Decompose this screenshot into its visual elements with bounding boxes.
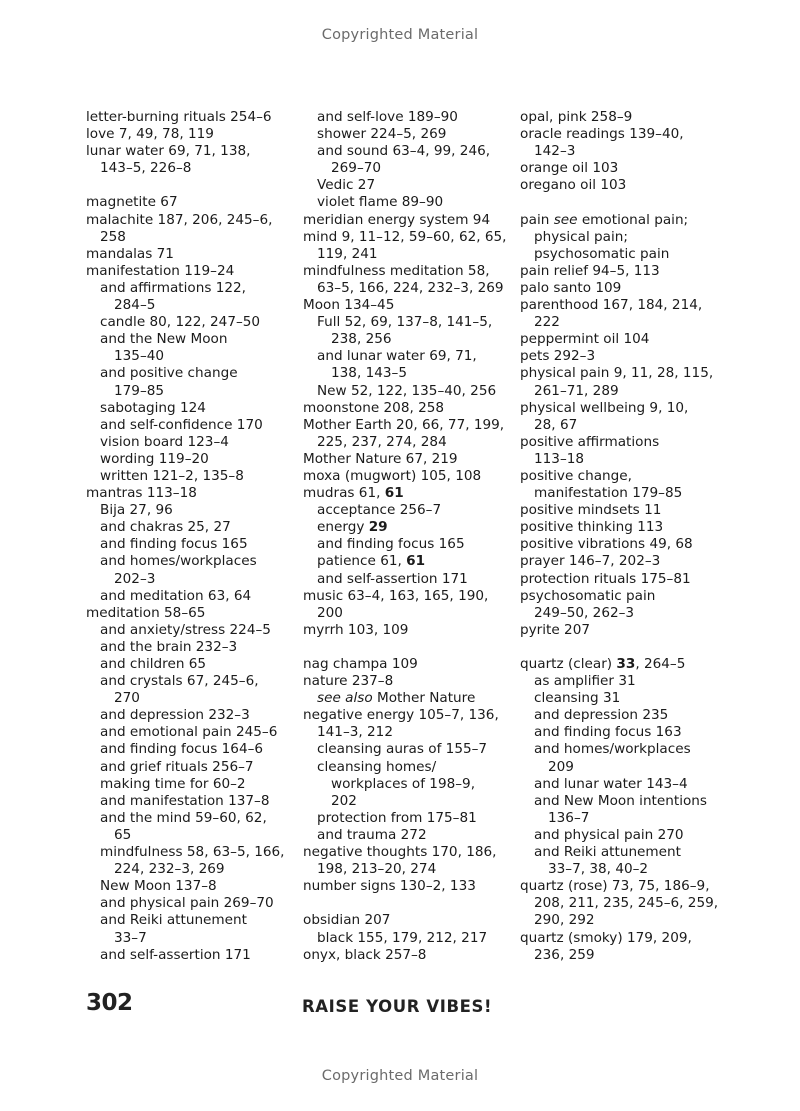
index-subentry xyxy=(303,690,517,707)
index-subentry xyxy=(86,947,300,964)
index-subentry xyxy=(86,331,300,365)
index-entry xyxy=(520,588,740,622)
index-subentry xyxy=(86,878,300,895)
entry-text: New Moon 137–8 xyxy=(100,878,217,895)
index-entry xyxy=(520,434,740,468)
entry-text: cleansing auras of 155–7 xyxy=(317,741,488,758)
index-entry xyxy=(303,485,517,502)
index-subentry xyxy=(303,827,517,844)
entry-text: sabotaging 124 xyxy=(100,399,206,416)
index-column-3 xyxy=(520,109,740,964)
entry-text: 113–18 xyxy=(534,450,585,467)
letter-group-gap xyxy=(520,639,740,656)
entry-text: and Reiki attunement xyxy=(100,912,247,929)
index-entry xyxy=(520,622,740,639)
entry-text: 119, 241 xyxy=(317,245,378,262)
index-subentry xyxy=(86,314,300,331)
index-entry xyxy=(520,553,740,570)
entry-text: nature 237–8 xyxy=(303,673,394,690)
entry-text: and affirmations 122, xyxy=(100,279,246,296)
entry-text: positive vibrations 49, 68 xyxy=(520,536,693,553)
index-entry xyxy=(520,348,740,365)
index-subentry xyxy=(86,502,300,519)
index-subentry xyxy=(86,451,300,468)
entry-text: 238, 256 xyxy=(331,331,392,348)
index-subentry xyxy=(520,844,740,878)
index-column-1 xyxy=(86,109,300,964)
index-subentry xyxy=(86,707,300,724)
index-entry xyxy=(520,536,740,553)
index-entry xyxy=(520,160,740,177)
entry-text: Bija 27, 96 xyxy=(100,502,173,519)
entry-text: physical pain 9, 11, 28, 115, xyxy=(520,365,714,382)
entry-text: and emotional pain 245–6 xyxy=(100,724,278,741)
entry-text: and finding focus 165 xyxy=(317,536,465,553)
entry-text: and physical pain 269–70 xyxy=(100,895,274,912)
entry-text: and manifestation 137–8 xyxy=(100,792,270,809)
entry-text: 141–3, 212 xyxy=(317,724,393,741)
entry-text: New 52, 122, 135–40, 256 xyxy=(317,382,497,399)
index-entry xyxy=(303,707,517,741)
entry-text: malachite 187, 206, 245–6, xyxy=(86,211,273,228)
index-subentry xyxy=(86,417,300,434)
index-subentry xyxy=(303,810,517,827)
entry-text: prayer 146–7, 202–3 xyxy=(520,553,661,570)
entry-text: physical wellbeing 9, 10, xyxy=(520,399,689,416)
index-subentry xyxy=(520,776,740,793)
index-entry xyxy=(520,263,740,280)
index-entry xyxy=(303,297,517,314)
entry-text: 63–5, 166, 224, 232–3, 269 xyxy=(317,279,504,296)
index-entry xyxy=(520,280,740,297)
index-subentry xyxy=(86,536,300,553)
index-entry xyxy=(520,878,740,929)
index-subentry xyxy=(86,622,300,639)
entry-text: and children 65 xyxy=(100,656,207,672)
entry-text: and meditation 63, 64 xyxy=(100,587,252,604)
entry-text: and New Moon intentions xyxy=(534,792,707,809)
index-subentry xyxy=(86,588,300,605)
index-entry xyxy=(520,519,740,536)
index-subentry xyxy=(303,348,517,382)
entry-text: 269–70 xyxy=(331,160,382,177)
index-subentry xyxy=(86,741,300,758)
entry-text: Full 52, 69, 137–8, 141–5, xyxy=(317,314,493,331)
entry-text: and physical pain 270 xyxy=(534,826,684,843)
entry-text: , 264–5 xyxy=(635,656,686,672)
entry-text: workplaces of 198–9, xyxy=(331,775,476,792)
page-number: 302 xyxy=(86,990,133,1016)
index-subentry xyxy=(520,707,740,724)
entry-text: orange oil 103 xyxy=(520,160,619,177)
entry-text: positive thinking 113 xyxy=(520,519,664,536)
entry-text: number signs 130–2, 133 xyxy=(303,878,476,895)
entry-text: acceptance 256–7 xyxy=(317,502,442,519)
entry-text: vision board 123–4 xyxy=(100,433,229,450)
entry-text: moonstone 208, 258 xyxy=(303,399,445,416)
entry-text: quartz (smoky) 179, 209, xyxy=(520,929,692,946)
index-subentry xyxy=(303,553,517,570)
entry-text: lunar water 69, 71, 138, xyxy=(86,143,251,160)
index-entry xyxy=(520,212,740,263)
copyright-watermark-top: Copyrighted Material xyxy=(321,27,479,43)
entry-text: oracle readings 139–40, xyxy=(520,126,684,143)
entry-text: 179–85 xyxy=(114,382,165,399)
entry-text: manifestation 179–85 xyxy=(534,485,683,502)
entry-text: see also xyxy=(317,690,373,707)
index-subentry xyxy=(520,724,740,741)
index-entry xyxy=(86,212,300,246)
index-entry xyxy=(303,263,517,297)
index-subentry xyxy=(86,810,300,844)
entry-text: 261–71, 289 xyxy=(534,382,619,399)
entry-text: manifestation 119–24 xyxy=(86,262,235,279)
entry-text: mandalas 71 xyxy=(86,245,174,262)
entry-text: wording 119–20 xyxy=(100,450,209,467)
entry-text: and positive change xyxy=(100,365,238,382)
index-entry xyxy=(86,143,300,177)
index-subentry xyxy=(520,741,740,775)
entry-text: quartz (rose) 73, 75, 186–9, xyxy=(520,878,710,895)
entry-text: quartz (clear) xyxy=(520,656,617,672)
index-entry xyxy=(520,571,740,588)
index-subentry xyxy=(303,536,517,553)
index-subentry xyxy=(86,912,300,946)
entry-text: and self-confidence 170 xyxy=(100,416,263,433)
entry-text: candle 80, 122, 247–50 xyxy=(100,314,261,331)
index-subentry xyxy=(86,434,300,451)
index-entry xyxy=(303,656,517,673)
index-entry xyxy=(86,126,300,143)
entry-text: 202–3 xyxy=(114,570,156,587)
entry-text: 33–7, 38, 40–2 xyxy=(548,861,649,878)
entry-text: 249–50, 262–3 xyxy=(534,604,635,621)
index-entry xyxy=(520,502,740,519)
entry-text: 208, 211, 235, 245–6, 259, xyxy=(534,895,719,912)
index-entry xyxy=(303,844,517,878)
index-entry xyxy=(520,109,740,126)
index-entry xyxy=(520,331,740,348)
index-subentry xyxy=(520,673,740,690)
entry-text: and depression 232–3 xyxy=(100,707,250,724)
index-column-2 xyxy=(303,109,517,964)
index-subentry xyxy=(86,776,300,793)
index-subentry xyxy=(520,827,740,844)
letter-group-gap xyxy=(86,177,300,194)
entry-text: and the brain 232–3 xyxy=(100,638,238,655)
entry-text: psychosomatic pain xyxy=(534,245,670,262)
index-subentry xyxy=(86,673,300,707)
entry-text: psychosomatic pain xyxy=(520,587,656,604)
index-entry xyxy=(520,297,740,331)
entry-text: shower 224–5, 269 xyxy=(317,126,447,143)
entry-text: 270 xyxy=(114,690,140,707)
entry-text: 138, 143–5 xyxy=(331,365,407,382)
entry-text: 135–40 xyxy=(114,348,165,365)
index-subentry xyxy=(303,759,517,810)
index-subentry xyxy=(303,109,517,126)
entry-text: and crystals 67, 245–6, xyxy=(100,673,259,690)
entry-text: 209 xyxy=(548,758,574,775)
entry-text: 61 xyxy=(406,553,426,570)
index-entry xyxy=(86,263,300,280)
entry-text: physical pain; xyxy=(534,228,628,245)
entry-text: energy xyxy=(317,519,369,536)
index-subentry xyxy=(86,365,300,399)
letter-group-gap xyxy=(303,639,517,656)
entry-text: mindfulness meditation 58, xyxy=(303,262,490,279)
index-entry xyxy=(303,229,517,263)
entry-text: positive change, xyxy=(520,467,632,484)
entry-text: and the New Moon xyxy=(100,331,228,348)
entry-text: 284–5 xyxy=(114,297,156,314)
entry-text: Mother Earth 20, 66, 77, 199, xyxy=(303,416,505,433)
index-entry xyxy=(520,930,740,964)
entry-text: 143–5, 226–8 xyxy=(100,160,192,177)
index-entry xyxy=(86,246,300,263)
index-subentry xyxy=(86,400,300,417)
entry-text: and finding focus 165 xyxy=(100,536,248,553)
index-entry xyxy=(520,656,740,673)
entry-text: meditation 58–65 xyxy=(86,604,206,621)
entry-text: protection rituals 175–81 xyxy=(520,570,691,587)
entry-text: mudras 61, xyxy=(303,485,385,502)
entry-text: peppermint oil 104 xyxy=(520,331,650,348)
entry-text: 224, 232–3, 269 xyxy=(114,861,225,878)
index-entry xyxy=(303,451,517,468)
entry-text: mantras 113–18 xyxy=(86,485,197,502)
entry-text: see xyxy=(553,211,578,228)
entry-text: 61 xyxy=(384,485,404,502)
entry-text: 202 xyxy=(331,792,357,809)
entry-text: emotional pain; xyxy=(577,211,689,228)
entry-text: Mother Nature xyxy=(372,690,476,707)
entry-text: 142–3 xyxy=(534,143,576,160)
entry-text: 28, 67 xyxy=(534,416,578,433)
entry-text: and finding focus 164–6 xyxy=(100,741,264,758)
entry-text: positive affirmations xyxy=(520,433,660,450)
entry-text: meridian energy system 94 xyxy=(303,211,491,228)
entry-text: letter-burning rituals 254–6 xyxy=(86,109,272,125)
index-entry xyxy=(303,673,517,690)
index-entry xyxy=(303,622,517,639)
entry-text: and homes/workplaces xyxy=(534,741,691,758)
entry-text: love 7, 49, 78, 119 xyxy=(86,126,214,143)
entry-text: cleansing 31 xyxy=(534,690,621,707)
index-subentry xyxy=(303,143,517,177)
entry-text: patience 61, xyxy=(317,553,407,570)
entry-text: obsidian 207 xyxy=(303,912,391,929)
index-entry xyxy=(303,212,517,229)
entry-text: and lunar water 69, 71, xyxy=(317,348,477,365)
entry-text: black 155, 179, 212, 217 xyxy=(317,929,488,946)
index-subentry xyxy=(86,759,300,776)
index-entry xyxy=(520,126,740,160)
entry-text: pain relief 94–5, 113 xyxy=(520,262,660,279)
entry-text: 222 xyxy=(534,314,560,331)
entry-text: 136–7 xyxy=(548,809,590,826)
index-entry xyxy=(520,468,740,502)
entry-text: 200 xyxy=(317,604,343,621)
index-subentry xyxy=(86,724,300,741)
entry-text: and trauma 272 xyxy=(317,826,427,843)
entry-text: and grief rituals 256–7 xyxy=(100,758,254,775)
entry-text: 236, 259 xyxy=(534,946,595,963)
entry-text: and self-assertion 171 xyxy=(100,946,251,963)
entry-text: positive mindsets 11 xyxy=(520,502,662,519)
index-subentry xyxy=(303,177,517,194)
index-entry xyxy=(303,417,517,451)
entry-text: Moon 134–45 xyxy=(303,297,395,314)
index-entry xyxy=(520,400,740,434)
entry-text: Vedic 27 xyxy=(317,177,376,194)
entry-text: 65 xyxy=(114,826,132,843)
entry-text: as amplifier 31 xyxy=(534,673,636,690)
entry-text: and depression 235 xyxy=(534,707,669,724)
entry-text: and lunar water 143–4 xyxy=(534,775,688,792)
index-subentry xyxy=(303,126,517,143)
entry-text: and Reiki attunement xyxy=(534,844,681,861)
index-subentry xyxy=(86,280,300,314)
entry-text: myrrh 103, 109 xyxy=(303,621,409,638)
entry-text: and chakras 25, 27 xyxy=(100,519,231,536)
entry-text: and anxiety/stress 224–5 xyxy=(100,621,271,638)
entry-text: onyx, black 257–8 xyxy=(303,946,427,963)
entry-text: and homes/workplaces xyxy=(100,553,257,570)
index-subentry xyxy=(520,793,740,827)
index-entry xyxy=(303,400,517,417)
entry-text: mindfulness 58, 63–5, 166, xyxy=(100,844,285,861)
letter-group-gap xyxy=(303,895,517,912)
entry-text: Mother Nature 67, 219 xyxy=(303,450,458,467)
index-subentry xyxy=(86,895,300,912)
index-entry xyxy=(86,194,300,211)
index-subentry xyxy=(303,502,517,519)
index-subentry xyxy=(303,314,517,348)
index-subentry xyxy=(86,553,300,587)
copyright-watermark-bottom: Copyrighted Material xyxy=(321,1068,479,1084)
index-subentry xyxy=(303,930,517,947)
index-subentry xyxy=(86,656,300,673)
index-entry xyxy=(303,588,517,622)
index-subentry xyxy=(86,519,300,536)
index-subentry xyxy=(86,793,300,810)
index-subentry xyxy=(303,741,517,758)
entry-text: protection from 175–81 xyxy=(317,809,477,826)
entry-text: palo santo 109 xyxy=(520,279,622,296)
index-subentry xyxy=(86,468,300,485)
index-entry xyxy=(86,485,300,502)
entry-text: and self-love 189–90 xyxy=(317,109,458,125)
entry-text: nag champa 109 xyxy=(303,656,418,672)
entry-text: oregano oil 103 xyxy=(520,177,627,194)
entry-text: cleansing homes/ xyxy=(317,758,437,775)
entry-text: 198, 213–20, 274 xyxy=(317,861,437,878)
entry-text: 29 xyxy=(368,519,388,536)
index-subentry xyxy=(303,571,517,588)
index-entry xyxy=(303,912,517,929)
entry-text: negative thoughts 170, 186, xyxy=(303,844,497,861)
index-entry xyxy=(520,365,740,399)
entry-text: pets 292–3 xyxy=(520,348,596,365)
entry-text: and self-assertion 171 xyxy=(317,570,468,587)
entry-text: and finding focus 163 xyxy=(534,724,682,741)
index-entry xyxy=(86,109,300,126)
entry-text: pyrite 207 xyxy=(520,621,590,638)
running-title: RAISE YOUR VIBES! xyxy=(302,997,493,1016)
index-entry xyxy=(86,605,300,622)
index-subentry xyxy=(303,383,517,400)
index-subentry xyxy=(520,690,740,707)
entry-text: written 121–2, 135–8 xyxy=(100,467,244,484)
index-entry xyxy=(303,947,517,964)
entry-text: mind 9, 11–12, 59–60, 62, 65, xyxy=(303,228,507,245)
entry-text: 33 xyxy=(616,656,636,672)
entry-text: 225, 237, 274, 284 xyxy=(317,433,447,450)
entry-text: music 63–4, 163, 165, 190, xyxy=(303,587,489,604)
entry-text: 290, 292 xyxy=(534,912,595,929)
entry-text: violet flame 89–90 xyxy=(317,194,444,211)
index-subentry xyxy=(303,519,517,536)
entry-text: and sound 63–4, 99, 246, xyxy=(317,143,491,160)
index-entry xyxy=(303,878,517,895)
entry-text: making time for 60–2 xyxy=(100,775,246,792)
entry-text: negative energy 105–7, 136, xyxy=(303,707,499,724)
entry-text: moxa (mugwort) 105, 108 xyxy=(303,467,482,484)
index-entry xyxy=(303,468,517,485)
entry-text: 33–7 xyxy=(114,929,147,946)
index-subentry xyxy=(86,639,300,656)
entry-text: 258 xyxy=(100,228,126,245)
index-subentry xyxy=(303,194,517,211)
entry-text: magnetite 67 xyxy=(86,194,178,211)
index-subentry xyxy=(86,844,300,878)
index-entry xyxy=(520,177,740,194)
entry-text: opal, pink 258–9 xyxy=(520,109,633,125)
entry-text: parenthood 167, 184, 214, xyxy=(520,297,703,314)
entry-text: and the mind 59–60, 62, xyxy=(100,809,267,826)
entry-text: pain xyxy=(520,211,554,228)
letter-group-gap xyxy=(520,194,740,211)
